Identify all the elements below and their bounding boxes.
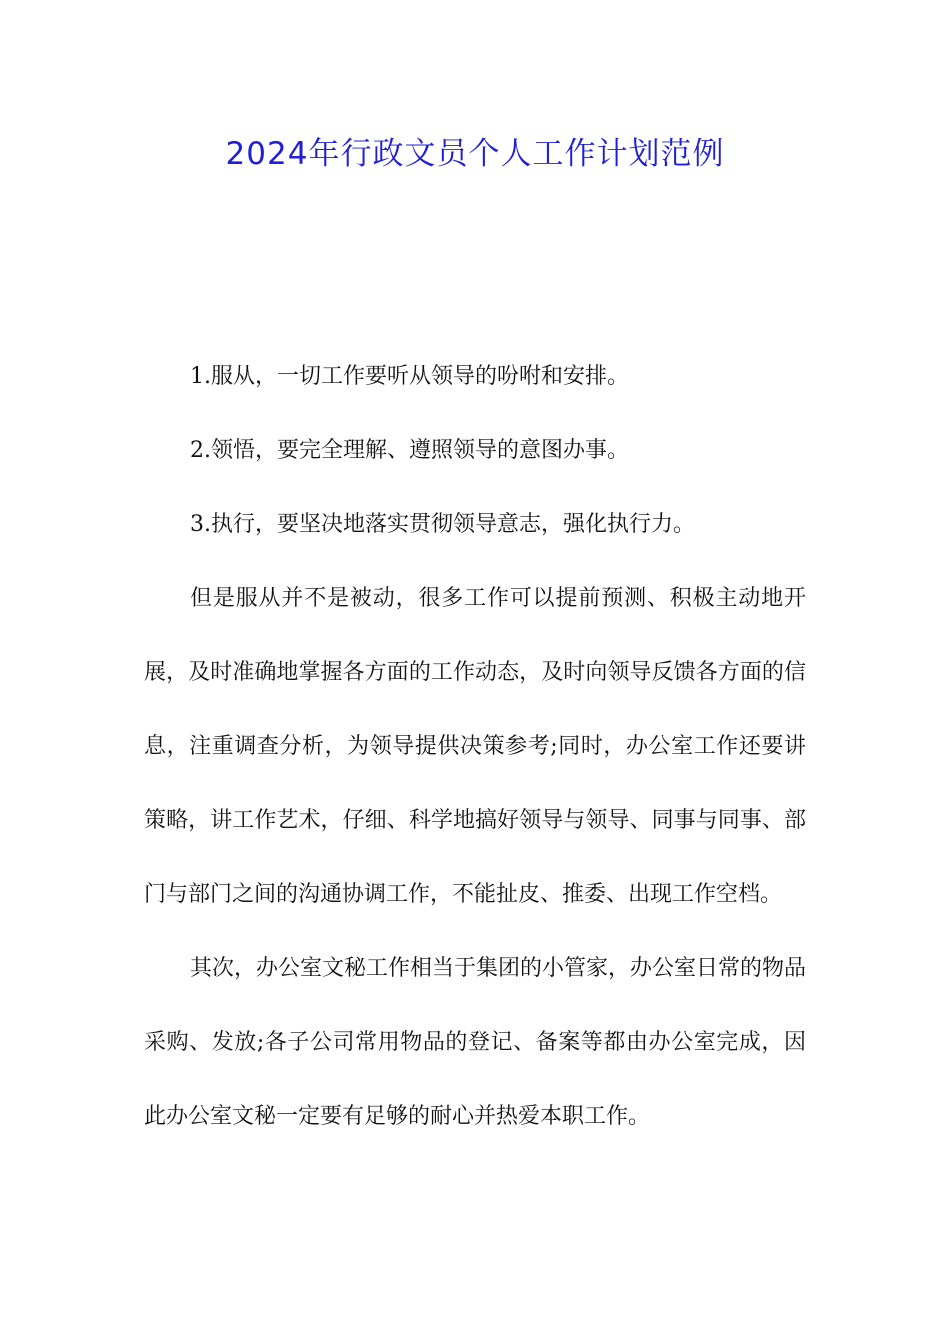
paragraph-housekeeper: 其次，办公室文秘工作相当于集团的小管家，办公室日常的物品采购、发放;各子公司常用物品的登记、备案等都由办公室完成，因此办公室文秘一定要有足够的耐心并热爱本职工作。	[144, 956, 807, 1129]
paragraph-comprehend: 2.领悟，要完全理解、遵照领导的意图办事。	[190, 438, 629, 463]
document-title: 2024年行政文员个人工作计划范例	[225, 136, 725, 172]
document-body	[144, 340, 806, 1154]
paragraph-obey: 1.服从，一切工作要听从领导的吩咐和安排。	[190, 364, 629, 389]
paragraph-execute: 3.执行，要坚决地落实贯彻领导意志，强化执行力。	[190, 512, 695, 537]
paragraph-proactive: 但是服从并不是被动，很多工作可以提前预测、积极主动地开展，及时准确地掌握各方面的工作动态，及时向领导反馈各方面的信息，注重调查分析，为领导提供决策参考;同时，办公室工作还要讲策略，讲工作艺术，仔细、科学地搞好领导与领导、同事与同事、部门与部门之间的沟通协调工作，不能扯皮、推委、出现工作空档。	[144, 586, 806, 907]
